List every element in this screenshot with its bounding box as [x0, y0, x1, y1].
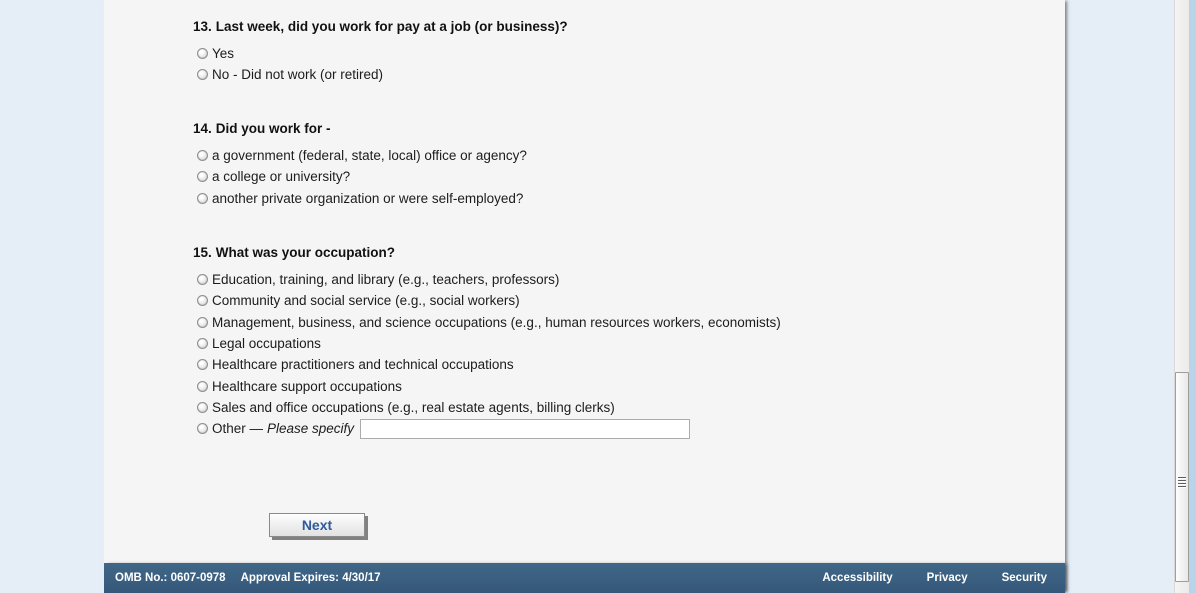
question-text: Did you work for -: [215, 121, 331, 136]
radio-option-other[interactable]: [193, 418, 1025, 439]
radio-option-label: a government (federal, state, local) office or agency?: [212, 148, 527, 164]
vertical-scrollbar[interactable]: [1174, 0, 1189, 593]
question-15-title: [193, 245, 1025, 261]
radio-option-no[interactable]: [193, 64, 1025, 85]
footer-omb-section: [104, 572, 381, 584]
footer-links: [788, 572, 1065, 584]
radio-option-yes[interactable]: [193, 43, 1025, 64]
question-13: [193, 19, 1025, 86]
radio-option-college[interactable]: [193, 166, 1025, 187]
security-link[interactable]: Security: [1001, 572, 1047, 584]
please-specify-label: Please specify: [267, 421, 355, 437]
radio-option-label: a college or university?: [212, 169, 351, 185]
question-number: 13.: [193, 19, 212, 34]
radio-button[interactable]: [197, 295, 208, 306]
radio-option-label: Legal occupations: [212, 336, 321, 352]
question-text: What was your occupation?: [215, 245, 396, 260]
radio-option-sales[interactable]: [193, 397, 1025, 418]
radio-button[interactable]: [197, 338, 208, 349]
other-specify-input[interactable]: [360, 419, 690, 439]
radio-button[interactable]: [197, 48, 208, 59]
survey-content-panel: [104, 0, 1065, 593]
radio-option-label: Yes: [212, 46, 235, 62]
accessibility-link[interactable]: Accessibility: [822, 572, 893, 584]
radio-option-label: Management, business, and science occupations (e.g., human resources workers, economists): [212, 314, 781, 330]
radio-button[interactable]: [197, 171, 208, 182]
radio-button[interactable]: [197, 423, 208, 434]
radio-button[interactable]: [197, 69, 208, 80]
next-button[interactable]: Next: [269, 513, 365, 537]
radio-option-management[interactable]: [193, 312, 1025, 333]
omb-number: OMB No.: 0607-0978: [115, 572, 226, 584]
radio-button[interactable]: [197, 150, 208, 161]
radio-option-legal[interactable]: [193, 333, 1025, 354]
radio-option-label: Sales and office occupations (e.g., real estate agents, billing clerks): [212, 399, 615, 415]
privacy-link[interactable]: Privacy: [926, 572, 968, 584]
radio-option-community[interactable]: [193, 290, 1025, 311]
radio-option-healthcare-practitioners[interactable]: [193, 354, 1025, 375]
right-edge-strip: [1189, 0, 1196, 593]
radio-option-private[interactable]: [193, 188, 1025, 209]
radio-option-label: Other —: [212, 421, 264, 437]
radio-option-label: Healthcare support occupations: [212, 378, 402, 394]
question-number: 15.: [193, 245, 212, 260]
question-15: [193, 245, 1025, 439]
question-13-options: [193, 43, 1025, 86]
question-14-options: [193, 145, 1025, 209]
radio-button[interactable]: [197, 402, 208, 413]
radio-option-label: Healthcare practitioners and technical occupations: [212, 357, 514, 373]
radio-option-label: No - Did not work (or retired): [212, 67, 384, 83]
radio-button[interactable]: [197, 317, 208, 328]
radio-button[interactable]: [197, 381, 208, 392]
radio-option-healthcare-support[interactable]: [193, 375, 1025, 396]
radio-option-label: another private organization or were self-employed?: [212, 190, 524, 206]
radio-option-government[interactable]: [193, 145, 1025, 166]
question-text: Last week, did you work for pay at a job (or business)?: [215, 19, 568, 34]
scrollbar-thumb[interactable]: [1175, 372, 1189, 582]
scrollbar-grip-icon: [1178, 477, 1186, 489]
question-13-title: [193, 19, 1025, 35]
radio-option-education[interactable]: [193, 269, 1025, 290]
approval-expires: Approval Expires: 4/30/17: [240, 572, 381, 584]
radio-option-label: Education, training, and library (e.g., teachers, professors): [212, 272, 560, 288]
footer-bar: [104, 563, 1065, 593]
radio-option-label: Community and social service (e.g., social workers): [212, 293, 520, 309]
radio-button[interactable]: [197, 193, 208, 204]
question-14-title: [193, 121, 1025, 137]
radio-button[interactable]: [197, 274, 208, 285]
question-number: 14.: [193, 121, 212, 136]
question-15-options: [193, 269, 1025, 439]
radio-button[interactable]: [197, 359, 208, 370]
question-14: [193, 121, 1025, 209]
